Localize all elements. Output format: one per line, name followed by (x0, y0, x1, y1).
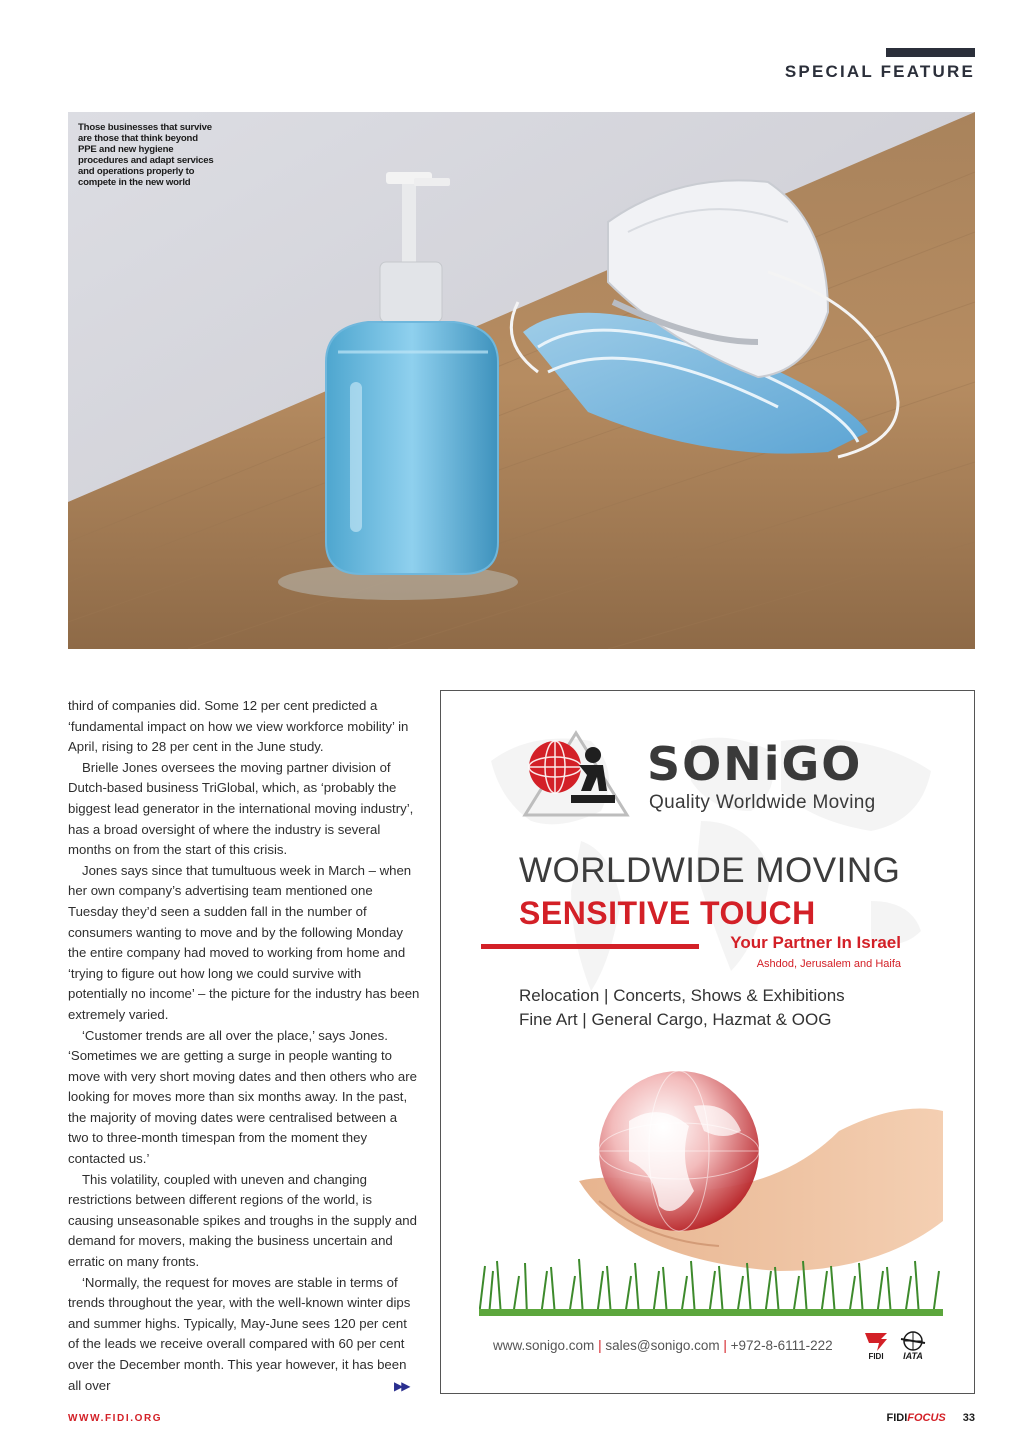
brand-tagline: Quality Worldwide Moving (649, 792, 876, 813)
footer-brand (886, 1412, 958, 1424)
article-paragraph: Brielle Jones oversees the moving partner division of Dutch-based business TriGlobal, which, as ‘probably the biggest lead generator in the international moving industry’, has a broad oversight of where the industry is several months on from the start of this crisis. (68, 759, 414, 858)
photo-caption: Those businesses that survive are those that think beyond PPE and new hygiene procedures and adapt services and operations properly to compete in the new world (78, 122, 214, 188)
article-body (68, 696, 420, 1396)
article-paragraph: ‘Normally, the request for moves are stable in terms of trends throughout the year, with the well-known winter dips and summer highs. Typically, May-June sees 120 per cent of the leads we receive overall compared with 60 per cent over the December month. This year however, it has been all over (68, 1274, 411, 1393)
continue-arrows-icon: ▶▶ (394, 1379, 409, 1393)
contact-separator: | (723, 1338, 727, 1353)
article-paragraph: This volatility, coupled with uneven and changing restrictions between different regions of the world, is causing unseasonable spikes and troughs in the supply and demand for movers, making the business uncertain and erratic on many fronts. (68, 1171, 417, 1270)
section-label: SPECIAL FEATURE (784, 62, 975, 81)
red-divider (481, 944, 699, 949)
contact-separator: | (598, 1338, 602, 1353)
article-paragraph: third of companies did. Some 12 per cent predicted a ‘fundamental impact on how we view workforce mobility’ in April, rising to 28 per cent in the June study. (68, 698, 409, 755)
fidi-logo-icon (863, 1331, 889, 1361)
sanitizer-and-masks-illustration (68, 112, 975, 649)
footer-brand-part2: FOCUS (907, 1412, 946, 1424)
iata-logo-icon (893, 1331, 933, 1361)
page-number: 33 (962, 1412, 975, 1424)
phone-number: +972-8-6111-222 (730, 1338, 833, 1353)
cities-line: Ashdod, Jerusalem and Haifa (756, 958, 901, 970)
partner-line: Your Partner In Israel (730, 933, 901, 952)
website-link[interactable]: www.sonigo.com (493, 1338, 595, 1353)
contact-line (493, 1338, 833, 1353)
sonigo-advert (440, 690, 975, 1394)
email-link[interactable]: sales@sonigo.com (605, 1338, 720, 1353)
footer-brand-part1: FIDI (886, 1412, 908, 1424)
brand-name: SONiGO (647, 737, 863, 791)
globe-in-hand-illustration (479, 1071, 943, 1316)
sonigo-logo-icon (521, 729, 631, 819)
services-line-2: Fine Art | General Cargo, Hazmat & OOG (519, 1010, 832, 1029)
services-line-1: Relocation | Concerts, Shows & Exhibitions (519, 986, 845, 1005)
ad-headline-sensitive: SENSITIVE TOUCH (519, 895, 816, 931)
header-accent-bar (886, 48, 975, 57)
footer-url[interactable]: WWW.FIDI.ORG (68, 1413, 163, 1424)
feature-photo (68, 112, 975, 649)
article-paragraph: Jones says since that tumultuous week in March – when her own company’s advertising team mentioned one Tuesday they’d seen a sudden fall in the number of consumers wanting to move and by the following Monday the entire company had moved to working from home and ‘trying to figure out how long we could survive with potentially no income’ – the picture for the industry has been extremely varied. (68, 862, 420, 1022)
fidi-logo-text: FIDI (868, 1352, 884, 1361)
article-paragraph: ‘Customer trends are all over the place,’ says Jones. ‘Sometimes we are getting a surge in people wanting to move with very short moving dates and then others who are looking for moves more than six months away. In the past, the majority of moving dates were centralised between a two to three-month timespan from the moment they contacted us.’ (68, 1027, 417, 1167)
ad-headline-worldwide: WORLDWIDE MOVING (519, 851, 901, 890)
iata-logo-text: IATA (903, 1351, 923, 1361)
